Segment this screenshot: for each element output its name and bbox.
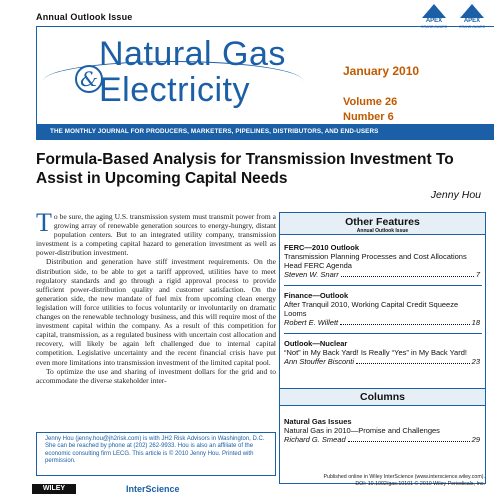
column-category: Natural Gas Issues bbox=[284, 417, 352, 426]
tagline-bar: THE MONTHLY JOURNAL FOR PRODUCERS, MARKETERS, PIPELINES, DISTRIBUTORS, AND END-USERS bbox=[36, 124, 494, 140]
feature-title: “Not” in My Back Yard! Is Really “Yes” in My Back Yard! bbox=[284, 348, 467, 357]
volume-label: Volume 26 bbox=[343, 96, 398, 108]
feature-author-line bbox=[284, 270, 480, 279]
apex-award-icon bbox=[422, 4, 446, 18]
feature-category: Outlook—Nuclear bbox=[284, 339, 348, 348]
feature-item[interactable] bbox=[284, 339, 480, 366]
interscience-logo: InterScience bbox=[126, 484, 180, 494]
issue-date: January 2010 bbox=[343, 64, 420, 78]
author-note-box: Jenny Hou (jenny.hou@jh2risk.com) is with JH2 Risk Advisors in Washington, D.C. She can be reached by phone at (202) 262-9933. Hou is also an affiliate of the economic consulting firm LECG. This article is © 2010 Jenny Hou. Printed with permission. bbox=[36, 432, 276, 476]
doi-line: DOI: 10.1002/gas.10101 © 2010 Wiley Periodicals, Inc. bbox=[355, 480, 485, 487]
article-paragraph: Distribution and generation have stiff investment requirements. On the distribution side, to be able to get a tariff approved, utilities have to meet regulatory standards and go through a rigid approval process to provide sufficient power-distribution quality and customer satisfaction. On the generation side, the new mandate of fuel mix from upcoming clean energy legislation will force utilities to focus voluntarily or involuntarily on dramatic changes on the renewable technology business, and this will require most of the investment capital within the company. As a result of this competition for capital, transmission, as a regulated business with uncertain cost allocation and recovery, will likely be again left challenged due to internal capital competition. Legislative uncertainty and the recent financial crisis have put even more limitations into transmission investment of the limited capital pool. bbox=[36, 257, 276, 367]
feature-title: After Tranquil 2010, Working Capital Credit Squeeze Looms bbox=[284, 300, 459, 318]
columns-heading: Columns bbox=[280, 388, 485, 406]
award-title: APEX bbox=[425, 18, 443, 24]
award-title: APEX bbox=[463, 18, 481, 24]
award-subtitle: GRAND AWARD bbox=[458, 25, 486, 29]
journal-title-line2: Electricity bbox=[99, 71, 250, 109]
article-author: Jenny Hou bbox=[430, 189, 481, 201]
issue-label: Annual Outlook Issue bbox=[36, 12, 133, 22]
feature-author: Steven W. Snarr bbox=[284, 270, 339, 279]
leader-dots bbox=[340, 318, 470, 325]
sidebar-subtitle: Annual Outlook Issue bbox=[356, 228, 409, 234]
feature-author-line bbox=[284, 357, 480, 366]
sidebar-heading bbox=[280, 213, 485, 235]
feature-author-line bbox=[284, 318, 480, 327]
article-headline: Formula-Based Analysis for Transmission Investment To Assist in Upcoming Capital Needs bbox=[36, 151, 454, 187]
article-paragraph: To optimize the use and sharing of investment dollars for the grid and to accommodate the diverse stakeholder inter- bbox=[36, 366, 276, 385]
leader-dots bbox=[356, 357, 470, 364]
drop-cap: T bbox=[36, 212, 52, 237]
feature-item[interactable] bbox=[284, 243, 480, 279]
article-paragraph bbox=[36, 212, 276, 257]
publication-info bbox=[323, 474, 485, 487]
ampersand-emblem: & bbox=[75, 65, 103, 93]
feature-title: Transmission Planning Processes and Cost Allocations Head FERC Agenda bbox=[284, 252, 467, 270]
column-title: Natural Gas in 2010—Promise and Challenges bbox=[284, 426, 440, 435]
journal-title-line1: Natural Gas bbox=[99, 35, 286, 73]
column-author: Richard G. Smead bbox=[284, 435, 346, 444]
feature-category: Finance—Outlook bbox=[284, 291, 349, 300]
article-body bbox=[36, 212, 276, 444]
award-subtitle: GRAND AWARD bbox=[420, 25, 448, 29]
published-online-line: Published online in Wiley InterScience (www.interscience.wiley.com). bbox=[323, 474, 485, 480]
masthead bbox=[36, 26, 494, 140]
feature-category: FERC—2010 Outlook bbox=[284, 243, 360, 252]
column-author-line bbox=[284, 435, 480, 444]
feature-author: Robert E. Willett bbox=[284, 318, 339, 327]
feature-page: 18 bbox=[471, 318, 480, 327]
column-page: 29 bbox=[471, 435, 480, 444]
wiley-logo: WILEY bbox=[32, 484, 76, 494]
section-divider bbox=[284, 285, 482, 286]
apex-award-icon bbox=[460, 4, 484, 18]
feature-page: 7 bbox=[475, 270, 480, 279]
paragraph-text: o be sure, the aging U.S. transmission system must transmit power from a growing array of renewable generation sources to energy-hungry, distant population centers. But to an integrated utility company, transmission investment is a competing capital hazard to generation investment as well as power-distribution investment. bbox=[36, 212, 276, 258]
sidebar-title: Other Features bbox=[345, 216, 420, 228]
feature-page: 23 bbox=[471, 357, 480, 366]
column-item[interactable] bbox=[284, 417, 480, 444]
section-divider bbox=[284, 333, 482, 334]
leader-dots bbox=[341, 270, 474, 277]
feature-item[interactable] bbox=[284, 291, 480, 327]
other-features-sidebar bbox=[279, 212, 486, 484]
number-label: Number 6 bbox=[343, 111, 394, 123]
leader-dots bbox=[348, 435, 470, 442]
feature-author: Ann Stouffer Bisconti bbox=[284, 357, 355, 366]
